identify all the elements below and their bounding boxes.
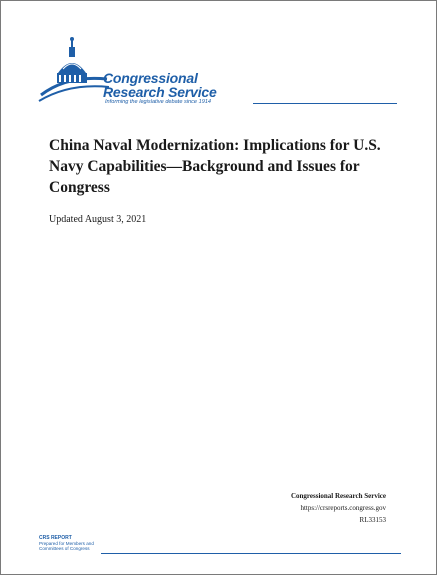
footer-line-2: Committees of Congress — [39, 546, 90, 552]
contact-block — [291, 490, 386, 526]
footer-label: CRS REPORT — [39, 535, 72, 541]
crs-logo — [37, 35, 417, 115]
contact-org: Congressional Research Service — [290, 492, 386, 500]
updated-date: Updated August 3, 2021 — [49, 214, 147, 225]
logo-name-line-1: Congressional — [103, 70, 198, 86]
report-number: RL33153 — [359, 516, 386, 524]
report-title: China Naval Modernization: Implications for U.S. Navy Capabilities—Background and Issues for Congress — [49, 137, 381, 196]
footer-divider — [101, 553, 401, 554]
logo-name — [103, 71, 217, 99]
logo-tagline: Informing the legislative debate since 1914 — [105, 99, 212, 105]
crs-report-footer — [39, 536, 94, 552]
footer-line-1: Prepared for Members and — [39, 541, 94, 547]
capitol-dome-icon — [37, 35, 109, 107]
logo-name-line-2: Research Service — [103, 84, 217, 100]
logo-divider — [253, 103, 397, 104]
contact-url[interactable]: https://crsreports.congress.gov — [300, 504, 386, 512]
